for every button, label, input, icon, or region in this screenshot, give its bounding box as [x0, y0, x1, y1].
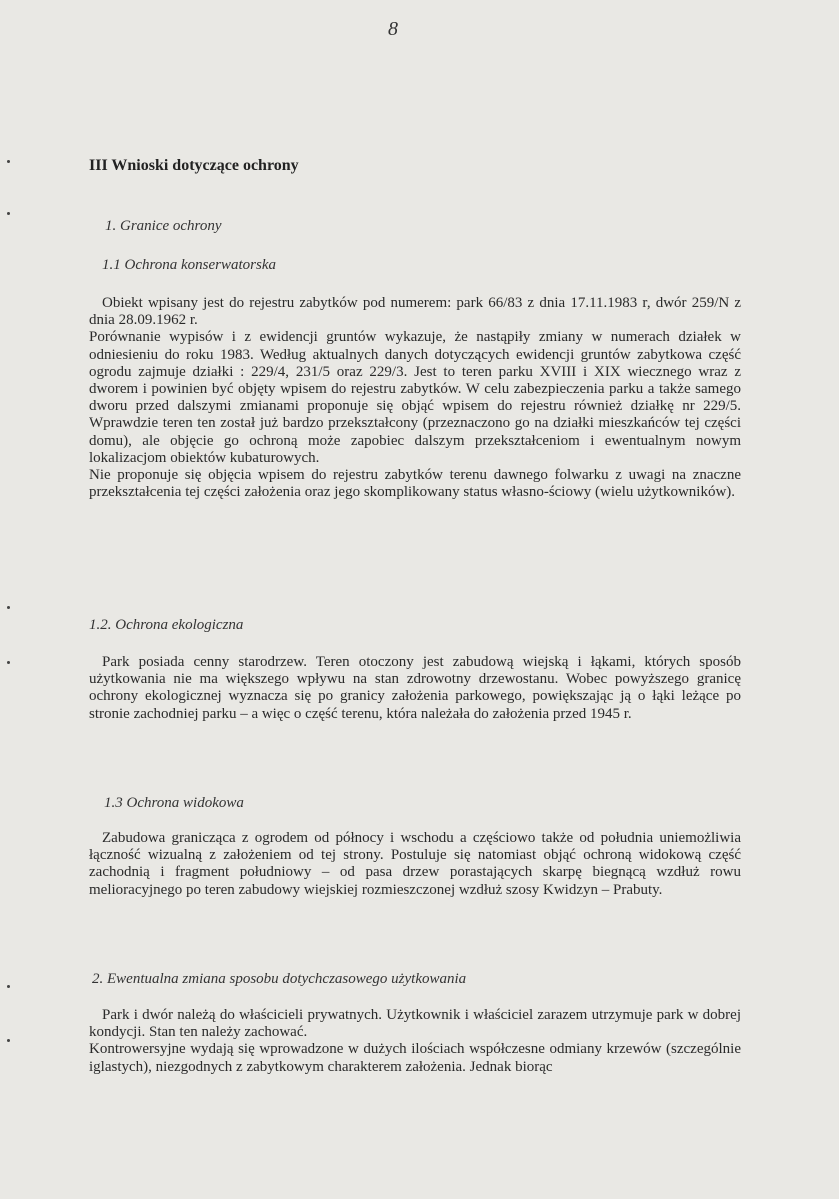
- subsection-title: 1. Granice ochrony: [105, 218, 222, 234]
- paragraph-block: [89, 295, 741, 501]
- margin-mark: [7, 1039, 10, 1042]
- paragraph-block: [89, 1007, 741, 1076]
- subsection-title: 2. Ewentualna zmiana sposobu dotychczasowego użytkowania: [92, 971, 467, 987]
- margin-mark: [7, 661, 10, 664]
- paragraph: Nie proponuje się objęcia wpisem do rejestru zabytków terenu dawnego folwarku z uwagi na znaczne przekształcenia tej części założenia oraz jego skomplikowany status własno-ściowy (wielu użytkowników).: [89, 467, 741, 501]
- margin-mark: [7, 985, 10, 988]
- subsection-title: 1.3 Ochrona widokowa: [104, 795, 244, 811]
- paragraph: Park posiada cenny starodrzew. Teren otoczony jest zabudową wiejską i łąkami, których sposób użytkowania nie ma większego wpływu na stan zdrowotny drzewostanu. Wobec powyższego granicę ochrony ekologicznej wyznacza się po granicy założenia parkowego, powiększając ją o łąki leżące po stronie zachodniej parku – a więc o część terenu, która należała do założenia przed 1945 r.: [89, 654, 741, 722]
- margin-mark: [7, 160, 10, 163]
- paragraph: Porównanie wypisów i z ewidencji gruntów wykazuje, że nastąpiły zmiany w numerach działek w odniesieniu do roku 1983. Według aktualnych danych dotyczących ewidencji gruntów zabytkowa część ogrodu zajmuje działki : 229/4, 231/5 oraz 229/3. Jest to teren parku XVIII i XIX wiecznego wraz z dworem i powinien być objęty wpisem do rejestru zabytków. W celu zabezpieczenia parku a także samego dworu przed dalszymi zmianami proponuje się objąć wpisem do rejestru również działkę nr 229/5. Wprawdzie teren ten został już bardzo przekształcony (przeznaczono go na działki mieszkańców tej części domu), ale objęcie go ochroną może zapobiec dalszym przekształceniom i ewentualnym nowym lokalizacjom obiektów kubaturowych.: [89, 329, 741, 466]
- paragraph: Kontrowersyjne wydają się wprowadzone w dużych ilościach współczesne odmiany krzewów (szczególnie iglastych), niezgodnych z zabytkowym charakterem założenia. Jednak biorąc: [89, 1041, 741, 1075]
- paragraph: Obiekt wpisany jest do rejestru zabytków pod numerem: park 66/83 z dnia 17.11.1983 r, dwór 259/N z dnia 28.09.1962 r.: [89, 295, 741, 329]
- paragraph: Park i dwór należą do właścicieli prywatnych. Użytkownik i właściciel zarazem utrzymuje park w dobrej kondycji. Stan ten należy zachować.: [89, 1007, 741, 1041]
- page-number: 8: [388, 18, 398, 40]
- margin-mark: [7, 606, 10, 609]
- section-heading: III Wnioski dotyczące ochrony: [89, 157, 299, 174]
- paragraph-block: [89, 830, 741, 899]
- subsection-title: 1.1 Ochrona konserwatorska: [102, 257, 277, 273]
- paragraph: Zabudowa granicząca z ogrodem od północy i wschodu a częściowo także od południa uniemożliwia łączność wizualną z założeniem od tej strony. Postuluje się natomiast objąć ochroną widokową część zachodnią i fragment południowy – od pasa drzew porastających skarpę biegnącą wzdłuż rowu melioracyjnego po teren zabudowy wiejskiej rozmieszczonej wzdłuż szosy Kwidzyn – Prabuty.: [89, 830, 741, 898]
- margin-mark: [7, 212, 10, 215]
- subsection-title: 1.2. Ochrona ekologiczna: [89, 617, 244, 633]
- paragraph-block: [89, 654, 741, 723]
